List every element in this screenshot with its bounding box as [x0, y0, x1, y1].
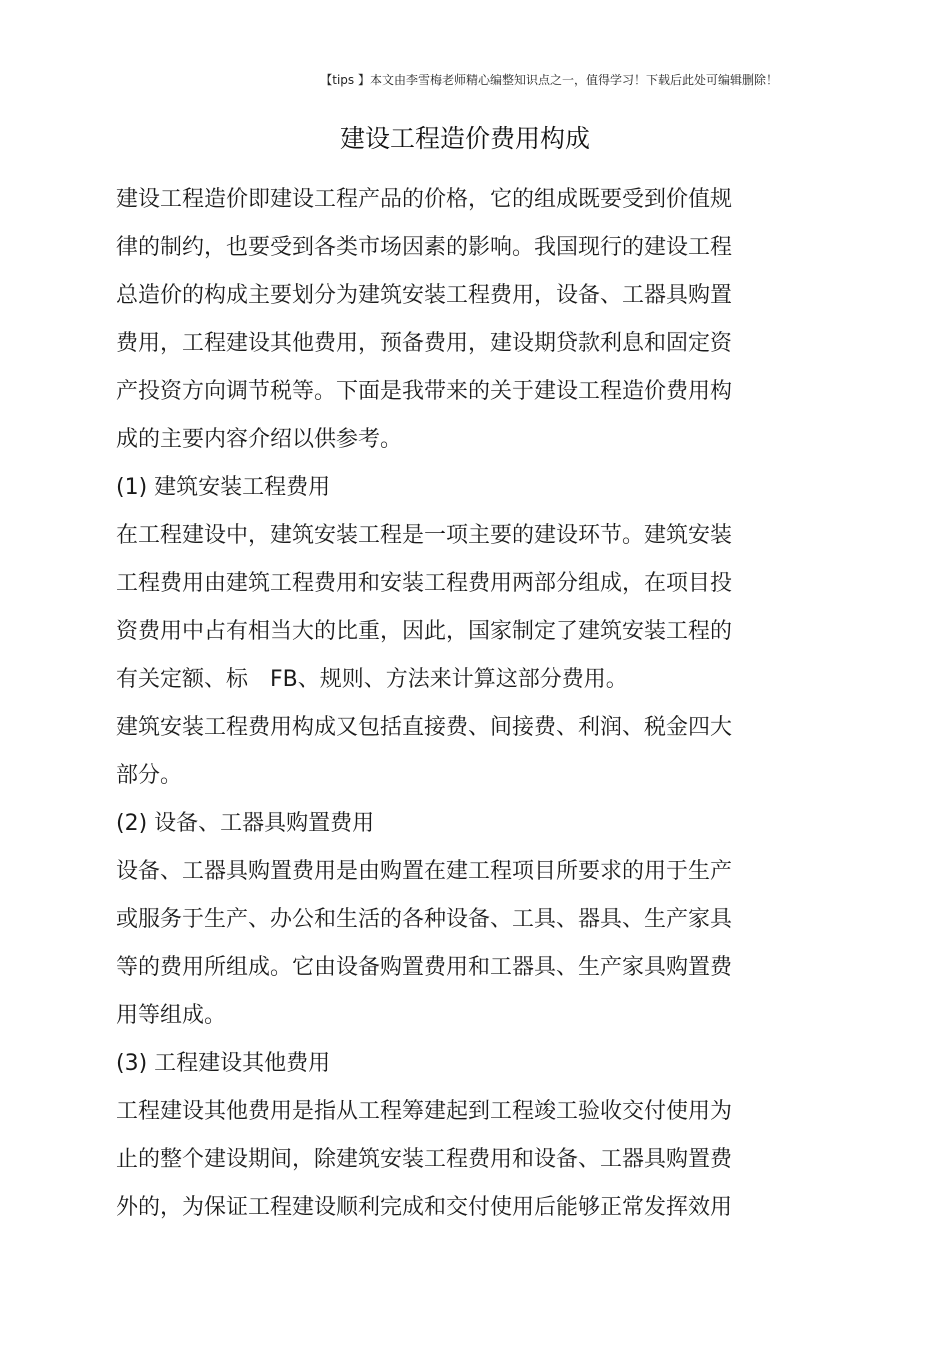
body-line: 总造价的构成主要划分为建筑安装工程费用，设备、工器具购置	[116, 283, 733, 308]
section-heading: (3) 工程建设其他费用	[116, 1051, 331, 1076]
body-line: 外的，为保证工程建设顺利完成和交付使用后能够正常发挥效用	[116, 1195, 733, 1220]
section-heading: (2) 设备、工器具购置费用	[116, 811, 375, 836]
body-line: 或服务于生产、办公和生活的各种设备、工具、器具、生产家具	[116, 907, 733, 932]
document-title: 建设工程造价费用构成	[339, 124, 590, 153]
body-line: 工程费用由建筑工程费用和安装工程费用两部分组成，在项目投	[116, 571, 733, 596]
body-line: 产投资方向调节税等。下面是我带来的关于建设工程造价费用构	[116, 379, 733, 404]
document-body	[116, 176, 760, 1232]
body-line: 有关定额、标 FB、规则、方法来计算这部分费用。	[116, 667, 628, 692]
body-line: 费用，工程建设其他费用，预备费用，建设期贷款利息和固定资	[116, 331, 733, 356]
tips-note: 【tips 】本文由李雪梅老师精心编整知识点之一，值得学习！下载后此处可编辑删除！	[320, 73, 778, 87]
body-line: 工程建设其他费用是指从工程筹建起到工程竣工验收交付使用为	[116, 1099, 733, 1124]
body-line: 等的费用所组成。它由设备购置费用和工器具、生产家具购置费	[116, 955, 733, 980]
body-line: 用等组成。	[116, 1003, 227, 1028]
body-line: 部分。	[116, 763, 183, 788]
body-line: 资费用中占有相当大的比重，因此，国家制定了建筑安装工程的	[116, 619, 733, 644]
body-line: 律的制约，也要受到各类市场因素的影响。我国现行的建设工程	[116, 235, 733, 260]
body-line: 在工程建设中，建筑安装工程是一项主要的建设环节。建筑安装	[116, 523, 733, 548]
section-heading: (1) 建筑安装工程费用	[116, 475, 331, 500]
body-line: 止的整个建设期间，除建筑安装工程费用和设备、工器具购置费	[116, 1147, 733, 1172]
body-line: 成的主要内容介绍以供参考。	[116, 427, 403, 452]
body-line: 建筑安装工程费用构成又包括直接费、间接费、利润、税金四大	[116, 715, 733, 740]
body-line: 建设工程造价即建设工程产品的价格，它的组成既要受到价值规	[116, 187, 733, 212]
body-line: 设备、工器具购置费用是由购置在建工程项目所要求的用于生产	[116, 859, 733, 884]
